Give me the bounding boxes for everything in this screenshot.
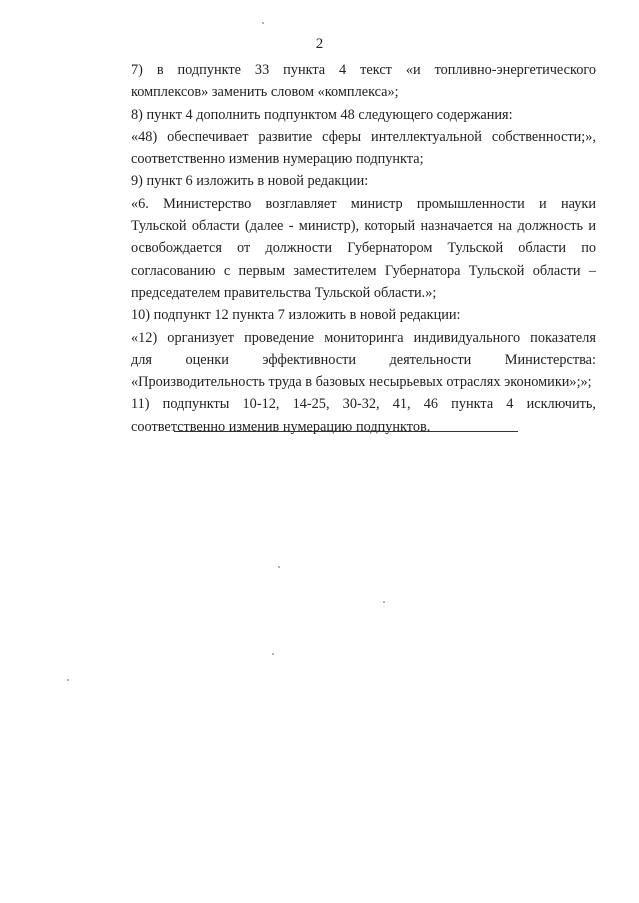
scan-speck — [67, 679, 69, 681]
text-line: 7) в подпункте 33 пункта 4 текст «и топливно-энергетического — [131, 62, 596, 78]
paragraph-item-7 — [95, 59, 596, 104]
page-number: 2 — [315, 36, 324, 52]
scan-speck — [383, 601, 385, 603]
paragraph-item-10 — [95, 304, 596, 326]
scan-speck — [262, 22, 264, 24]
text-line: соответственно изменив нумерацию подпунктов. — [131, 418, 431, 435]
document-body — [95, 59, 596, 438]
text-line: согласованию с первым заместителем Губернатора Тульской области – — [131, 262, 596, 279]
scan-speck — [278, 566, 280, 568]
paragraph-item-8 — [95, 104, 596, 126]
closing-rule — [174, 431, 518, 432]
text-line: «Производительность труда в базовых несырьевых отраслях экономики»;»; — [131, 374, 592, 391]
paragraph-quote-6 — [95, 193, 596, 304]
text-line: «48) обеспечивает развитие сферы интеллектуальной собственности;», — [131, 128, 596, 145]
text-line: комплексов» заменить словом «комплекса»; — [131, 84, 399, 101]
text-line: 9) пункт 6 изложить в новой редакции: — [131, 173, 369, 190]
text-line: освобождается от должности Губернатором Тульской области по — [131, 240, 596, 257]
text-line: 10) подпункт 12 пункта 7 изложить в новой редакции: — [131, 307, 461, 324]
text-line: «12) организует проведение мониторинга индивидуального показателя — [131, 329, 596, 346]
text-line: Тульской области (далее - министр), который назначается на должность и — [131, 218, 596, 235]
text-line: 8) пункт 4 дополнить подпунктом 48 следующего содержания: — [131, 106, 513, 123]
paragraph-quote-48 — [95, 126, 596, 171]
text-line: для оценки эффективности деятельности Министерства: — [131, 351, 596, 368]
text-line: 11) подпункты 10-12, 14-25, 30-32, 41, 46 пункта 4 исключить, — [131, 396, 596, 413]
paragraph-quote-12 — [95, 327, 596, 394]
paragraph-item-9 — [95, 170, 596, 192]
text-line: соответственно изменив нумерацию подпункта; — [131, 151, 424, 168]
text-line: «6. Министерство возглавляет министр промышленности и науки — [131, 195, 596, 212]
scan-speck — [272, 653, 274, 655]
text-line: председателем правительства Тульской области.»; — [131, 284, 437, 301]
